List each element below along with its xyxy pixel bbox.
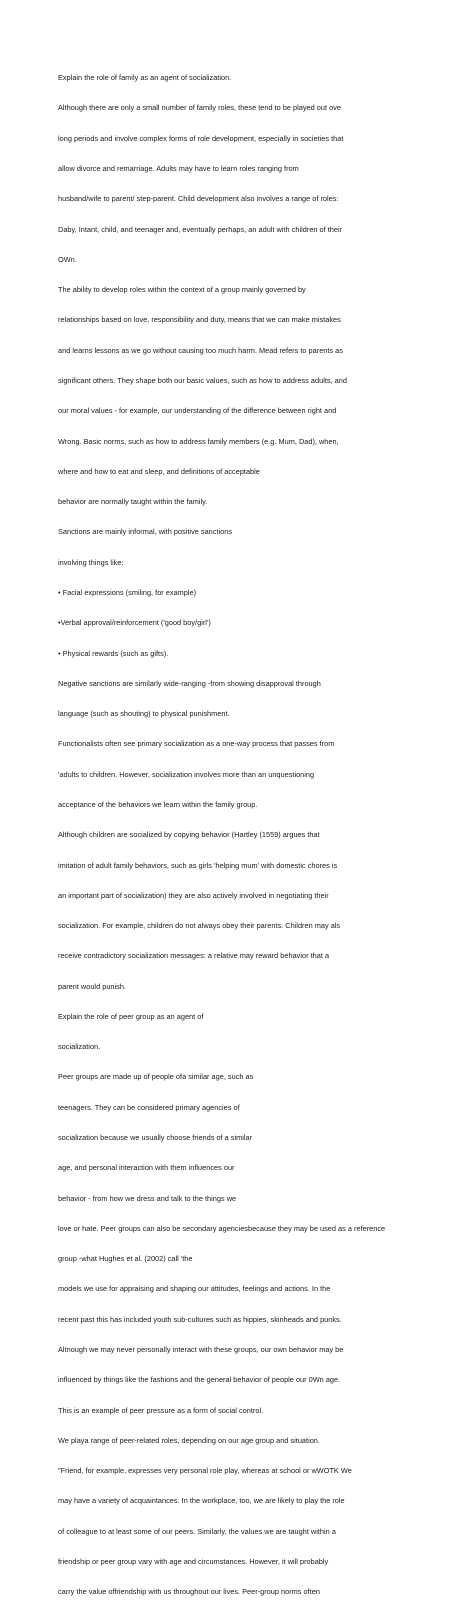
text-line: Explain the role of peer group as an agent of [58,1011,204,1021]
text-line: friendship or peer group vary with age and circumstances. However, it will probably [58,1556,329,1566]
text-line: "Friend, for example, expresses very personal role play, whereas at school or wWOTK We [58,1466,352,1476]
text-line: recent past this has included youth sub-cultures such as hippies, skinheads and punks. [58,1314,342,1324]
text-line: socialization because we usually choose friends of a similar [58,1133,253,1143]
document-body [58,53,458,1618]
text-line: OWn. [58,254,77,264]
text-line: of colleague to at least some of our peers. Similarly, the values we are taught within a [58,1526,336,1536]
text-line: may have a variety of acquaintances. In the workplace, too, we are likely to play the role [58,1496,345,1506]
text-line: group -what Hughes et al. (2002) call 'the [58,1254,193,1264]
text-line: socialization. For example, children do not always obey their parents. Children may als [58,921,341,931]
text-line: Explain the role of family as an agent of socialization. [58,73,232,83]
text-line: Although children are socialized by copying behavior (Hartley (1559) argues that [58,830,320,840]
text-line: socialization. [58,1042,101,1052]
text-line: parent would punish. [58,981,126,991]
text-line: influenced by things like the fashions and the general behavior of people our 0Wn age. [58,1375,341,1385]
text-line: •Verbal approval/reinforcement ('good boy/girl') [58,618,211,628]
text-line: models we use for appraising and shaping our attitudes, feelings and actions. In the [58,1284,331,1294]
text-line: behavior - from how we dress and talk to the things we [58,1193,237,1203]
text-line: We playa range of peer-related roles, depending on our age group and situation. [58,1435,320,1445]
text-line: receive contradictory socialization messages: a relative may reward behavior that a [58,951,330,961]
text-line: teenagers. They can be considered primary agencies of [58,1102,240,1112]
text-line: an important part of socialization) they are also actively involved in negotiating their [58,890,329,900]
text-line: behavior are normally taught within the family. [58,497,208,507]
text-line: significant others. They shape both our basic values, such as how to address adults, and [58,376,347,385]
text-line: our moral values - for example, our understanding of the difference between right and [58,406,337,416]
text-line: Wrong. Basic norms, such as how to address family members (e.g. Mum, Dad), when, [58,436,339,446]
text-line: love or hate. Peer groups can also be secondary agenciesbecause they may be used as a reference [58,1223,386,1233]
text-line: allow divorce and remarriage. Adults may have to learn roles ranging from [58,164,299,174]
text-line: language (such as shouting) to physical punishment. [58,709,230,719]
text-line: involving things like: [58,557,124,567]
text-line: Altnough we may never personally interact with these groups, our own behavior may be [58,1345,344,1354]
text-line: The ability to develop roles within the context of a group mainly governed by [58,285,306,295]
text-line: • Facial expressions (smiling, for example) [58,587,197,597]
text-line: • Physical rewards (such as gifts). [58,648,169,658]
text-line: imitation of adult family behaviors, such as girls 'helping mum' with domestic chores is [58,860,338,870]
text-line: Sanctions are mainly informal, with positive sanctions [58,527,233,537]
text-line: relationships based on love, responsibility and duty, means that we can make mistakes [58,315,341,325]
text-line: acceptance of the behaviors we learn within the family group. [58,799,258,809]
text-line: and learns lessons as we go without causing too much harm. Mead refers to parents as [58,345,343,355]
text-line: 'adults to children. However, socialization involves more than an unquestioning [58,769,315,779]
text-line: where and how to eat and sleep, and definitions of acceptable [58,466,260,476]
text-line: Although there are only a small number of family roles, these tend to be played out ove [58,103,341,113]
text-line: long periods and involve complex forms of role development, especially in societies that [58,133,344,143]
text-line: age, and personal interaction with them influences our [58,1163,235,1173]
text-line: Daby, Intant, child, and teenager and, eventually perhaps, an adult with children of their [58,224,343,234]
text-line: This is an example of peer pressure as a form of social control. [58,1405,264,1415]
text-line: Negative sanctions are similarly wide-ranging -from showing disapproval through [58,678,321,688]
text-line: carry the value offriendship with us throughout our lives. Peer-group norms often [58,1587,320,1597]
text-line: Peer groups are made up of people ofa similar age, such as [58,1072,254,1082]
text-line: Functionalists often see primary socialization as a one-way process that passes from [58,739,335,749]
text-line: husband/wife to parent/ step-parent. Child development also involves a range of roles: [58,194,339,204]
